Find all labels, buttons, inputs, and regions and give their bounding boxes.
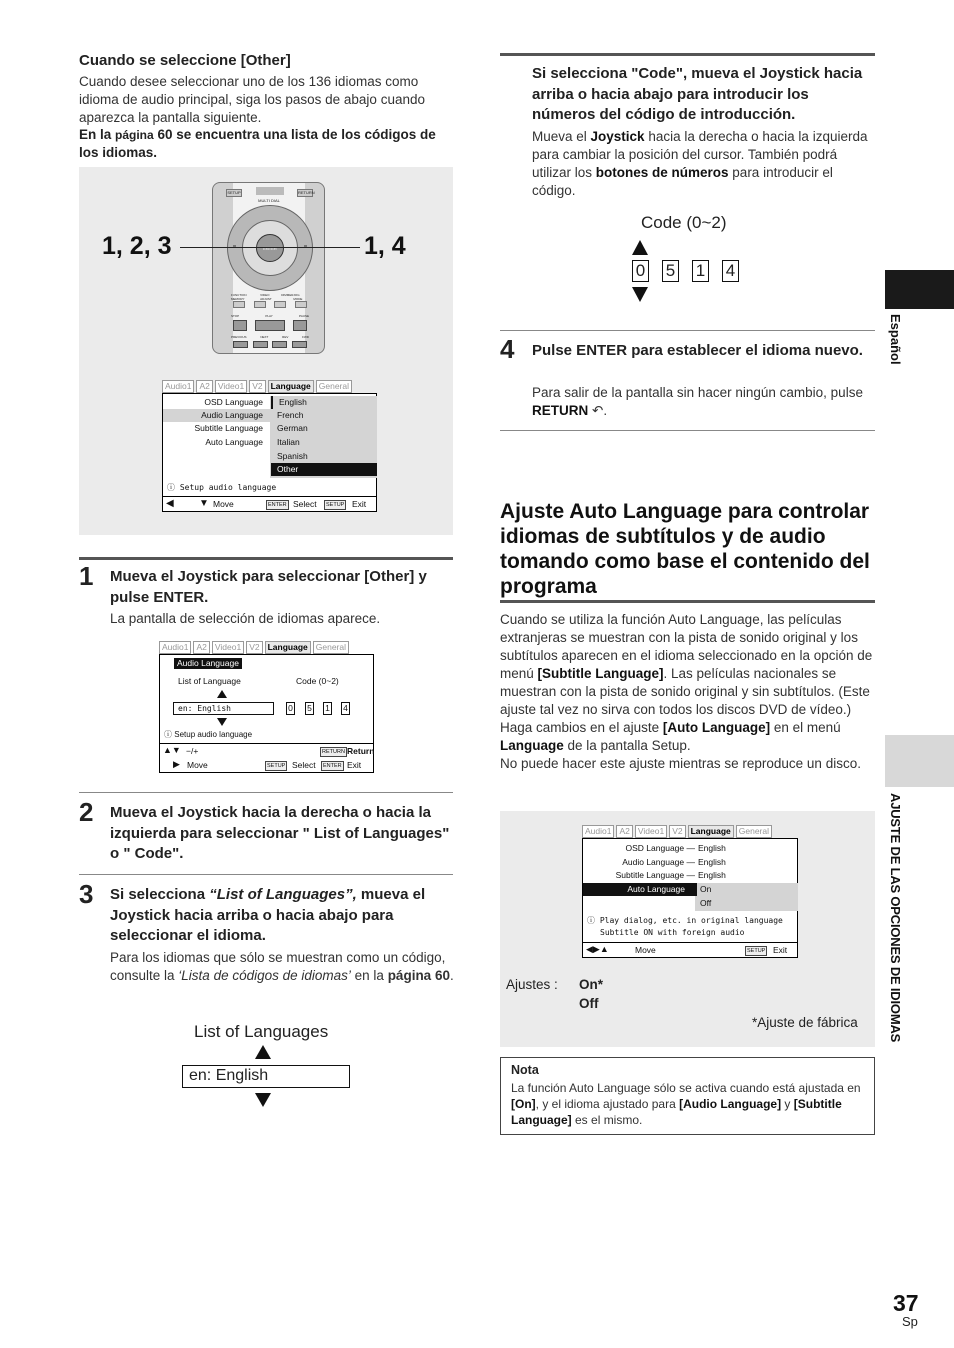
step-3-body: Para los idiomas que sólo se muestran como un código, consulte la ‘Lista de códigos de idiomas’ en la página 60.: [110, 950, 454, 983]
ajustes-label: Ajustes :: [506, 977, 558, 992]
osd-language-label: OSD Language —: [625, 843, 695, 853]
dimmer-button[interactable]: [274, 301, 286, 308]
up-arrow-icon: [217, 690, 227, 700]
other-body: Cuando desee seleccionar uno de los 136 idiomas como idioma de audio principal, siga los pasos de abajo cuando aparezca la pantalla siguiente.: [79, 74, 425, 125]
remote-transport-labels: STOP PLAY PAUSE: [231, 314, 309, 318]
up-arrow-icon: [632, 240, 648, 255]
jog-mode-button[interactable]: [295, 301, 307, 308]
pause-button[interactable]: [293, 320, 307, 331]
divider: [79, 557, 453, 560]
setup-panel: [162, 393, 377, 512]
option-off[interactable]: Off: [700, 898, 712, 908]
step-3-title: Si selecciona “List of Languages”, mueva el Joystick hacia arriba o hacia abajo para seleccionar el idioma.: [110, 886, 426, 944]
code-digit[interactable]: 0: [632, 260, 649, 282]
remote-return-button[interactable]: RETURN: [298, 190, 315, 195]
callout-line-right: [270, 247, 360, 248]
remote-enter-button[interactable]: ENTER: [256, 234, 284, 262]
audio-language-screen: [159, 641, 374, 773]
step-4-title: Pulse ENTER para establecer el idioma nuevo.: [532, 342, 863, 359]
sidebar-section-title: AJUSTE DE LAS OPCIONES DE IDIOMAS: [888, 793, 903, 1043]
info-text: ⓘ Setup audio language: [164, 730, 253, 739]
option-on[interactable]: On: [695, 883, 711, 896]
setup-key: SETUP: [326, 502, 345, 508]
sidebar-tab-black: [885, 270, 954, 309]
step-1-title: Mueva el Joystick para seleccionar [Other] y pulse ENTER.: [110, 568, 427, 606]
return-label: Return: [347, 746, 375, 756]
up-arrow-icon: [255, 1045, 271, 1059]
exit-label: Exit: [352, 499, 367, 509]
tab-a2[interactable]: A2: [616, 825, 632, 838]
auto-language-label[interactable]: Auto Language: [583, 883, 695, 896]
setup-tabs: [159, 641, 349, 654]
adjust-label: −/+: [186, 746, 199, 756]
sidebar-espanol: Español: [888, 314, 903, 365]
tab-v2[interactable]: V2: [669, 825, 685, 838]
code-digit[interactable]: 4: [341, 702, 350, 715]
option-german[interactable]: German: [277, 423, 308, 433]
osd-language-label: OSD Language: [204, 397, 263, 407]
nota-body: La función Auto Language sólo se activa cuando está ajustada en [On], y el idioma ajustado para [Audio Language] y [Subtitle Language] es el mismo.: [511, 1081, 861, 1127]
remote-skip-buttons: [233, 341, 307, 349]
down-arrow-icon: [255, 1093, 271, 1107]
enter-key: ENTER: [323, 763, 342, 769]
tab-language[interactable]: Language: [268, 380, 314, 393]
setup-footer: [163, 496, 376, 511]
audio-language-label: Audio Language —: [622, 857, 695, 867]
tab-video1[interactable]: Video1: [215, 380, 247, 393]
option-english[interactable]: English: [271, 396, 376, 409]
setup-key: SETUP: [747, 948, 766, 954]
step-2-number: 2: [79, 797, 94, 827]
tab-language[interactable]: Language: [265, 641, 311, 654]
move-label: Move: [187, 760, 208, 770]
osd-language-value: English: [698, 843, 726, 853]
setup-tabs: [162, 380, 352, 393]
fwd-button[interactable]: [292, 341, 307, 348]
tab-audio1[interactable]: Audio1: [582, 825, 614, 838]
remote-label-row: FUNCTION MEMORY VIDEO ADJUST DIMMER JOG MODE: [231, 293, 303, 301]
nota-box: [500, 1057, 875, 1135]
down-arrow-icon: [217, 718, 227, 728]
other-heading: Cuando se seleccione [Other]: [79, 52, 291, 69]
step-1-number: 1: [79, 561, 94, 591]
previous-button[interactable]: [233, 341, 248, 348]
tab-audio1[interactable]: Audio1: [159, 641, 191, 654]
auto-language-body: Cuando se utiliza la función Auto Language, las películas extranjeras se muestran con la pista de sonido original y los subtítulos aparecen en el idioma seleccionado en la opción de menú [Subtitle Language]. Las películas nacionales se muestran con la pista de sonido original y sin subtítulos. (Este ajuste tal vez no sirva con todos los discos DVD de vídeo.) Haga cambios en el ajuste [Auto Language] en el menú Language de la pantalla Setup. No puede hacer este ajuste mientras se reproduce un disco.: [500, 612, 873, 771]
callout-steps-14: 1, 4: [364, 232, 406, 260]
info-icon: ⓘ: [167, 483, 180, 492]
code-digit[interactable]: 1: [323, 702, 332, 715]
nota-title: Nota: [511, 1063, 539, 1077]
page-number: 37: [893, 1290, 919, 1316]
tab-language[interactable]: Language: [688, 825, 734, 838]
up-down-icon: ▲▼: [163, 745, 181, 755]
move-label: Move: [213, 499, 234, 509]
audio-language-value: English: [698, 857, 726, 867]
option-spanish[interactable]: Spanish: [277, 451, 308, 461]
factory-note: *Ajuste de fábrica: [752, 1015, 858, 1030]
step-2-title: Mueva el Joystick hacia la derecha o hacia la izquierda para seleccionar " List of Languages" o " Code".: [110, 804, 450, 862]
auto-language-panel: [582, 838, 798, 958]
audio-language-label[interactable]: Audio Language: [163, 409, 270, 422]
auto-language-label: Auto Language: [205, 437, 263, 447]
step-4-body: Para salir de la pantalla sin hacer ningún cambio, pulse RETURN ↶.: [532, 385, 863, 418]
callout-steps-123: 1, 2, 3: [102, 232, 172, 260]
next-button[interactable]: [253, 341, 268, 348]
code-digit[interactable]: 1: [692, 260, 709, 282]
info-icon: ⓘ: [587, 916, 600, 925]
subtitle-language-label: Subtitle Language: [194, 423, 263, 433]
enter-key: ENTER: [268, 502, 287, 508]
code-digit[interactable]: 0: [286, 702, 295, 715]
arrow-keys-icon: ◀▶▲: [586, 944, 609, 954]
auto-language-screen: [582, 825, 798, 958]
panel-title: Audio Language: [174, 658, 242, 669]
code-digit[interactable]: 5: [662, 260, 679, 282]
tab-v2[interactable]: V2: [246, 641, 262, 654]
code-box-title: Code (0~2): [641, 213, 727, 232]
ajustes-off: Off: [579, 996, 599, 1011]
remote-skip-labels: PREVIOUS NEXT REV FWD: [231, 335, 309, 339]
subtitle-language-label: Subtitle Language —: [615, 870, 695, 880]
function-memory-button[interactable]: [233, 301, 245, 308]
tab-general[interactable]: General: [736, 825, 772, 838]
tab-a2[interactable]: A2: [196, 380, 212, 393]
left-arrow-icon: ◀: [166, 498, 174, 509]
option-other[interactable]: Other: [271, 463, 377, 476]
option-italian[interactable]: Italian: [277, 437, 300, 447]
tab-v2[interactable]: V2: [249, 380, 265, 393]
option-french[interactable]: French: [277, 410, 304, 420]
language-field[interactable]: en: English: [173, 702, 274, 715]
exit-label: Exit: [773, 945, 788, 955]
video-adjust-button[interactable]: [254, 301, 266, 308]
code-digit[interactable]: 5: [305, 702, 314, 715]
step-4-number: 4: [500, 334, 515, 364]
move-label: Move: [635, 945, 656, 955]
tab-general[interactable]: General: [316, 380, 352, 393]
remote-illustration: [212, 182, 325, 354]
tab-video1[interactable]: Video1: [635, 825, 667, 838]
setup-key: SETUP: [267, 763, 286, 769]
other-code-note: En la página 60 se encuentra una lista de los códigos de los idiomas.: [79, 127, 436, 160]
code-step-title: Si selecciona "Code", mueva el Joystick hacia arriba o hacia abajo para introducir los números del código de introducción.: [532, 65, 863, 123]
code-step-body: Mueva el Joystick hacia la derecha o hacia la izquierda para cambiar la posición del cursor. También podrá utilizar los botones de números para introducir el código.: [532, 129, 868, 198]
setup-tabs: [582, 825, 772, 838]
subtitle-language-value: English: [698, 870, 726, 880]
remote-top-bar: [256, 187, 284, 195]
divider: [500, 53, 875, 56]
info-text: ⓘ Play dialog, etc. in original language Subtitle ON with foreign audio: [587, 916, 783, 937]
language-select-field[interactable]: en: English: [182, 1065, 350, 1088]
auto-language-heading: Ajuste Auto Language para controlar idiomas de subtítulos y de audio tomando como base el contenido del programa: [500, 500, 870, 598]
code-label: Code (0~2): [296, 676, 339, 686]
tab-audio1[interactable]: Audio1: [162, 380, 194, 393]
language-code: Sp: [902, 1314, 918, 1329]
setup-screen-language: [162, 380, 377, 512]
list-of-language-label: List of Language: [178, 676, 241, 686]
setup-footer: [583, 942, 797, 957]
info-text: ⓘ Setup audio language: [167, 483, 277, 492]
select-label: Select: [293, 499, 317, 509]
audio-language-panel: [159, 654, 374, 773]
tab-a2[interactable]: A2: [193, 641, 209, 654]
down-arrow-icon: ▼: [199, 498, 209, 509]
play-button[interactable]: [255, 320, 285, 331]
sidebar-tab-gray: [885, 735, 954, 787]
divider: [500, 600, 875, 603]
exit-label: Exit: [347, 760, 362, 770]
divider: [79, 874, 453, 875]
remote-small-buttons: [233, 301, 307, 309]
remote-multi-dial-label: MULTI DIAL: [258, 198, 280, 203]
footer-divider: [160, 743, 373, 744]
select-label: Select: [292, 760, 316, 770]
return-key: RETURN: [322, 749, 345, 755]
step-3-number: 3: [79, 879, 94, 909]
callout-line-left: [180, 247, 270, 248]
ajustes-on: On*: [579, 977, 604, 992]
down-arrow-icon: [632, 287, 648, 302]
divider: [79, 792, 453, 793]
rev-button[interactable]: [272, 341, 287, 348]
right-arrow-icon: ▶: [173, 759, 180, 769]
return-icon: ↶: [588, 403, 604, 418]
code-digit[interactable]: 4: [722, 260, 739, 282]
info-icon: ⓘ: [164, 730, 175, 739]
remote-setup-button[interactable]: SETUP: [227, 190, 241, 195]
list-of-languages-title: List of Languages: [194, 1022, 329, 1041]
tab-video1[interactable]: Video1: [212, 641, 244, 654]
step-1-body: La pantalla de selección de idiomas aparece.: [110, 611, 381, 626]
divider: [500, 430, 875, 431]
stop-button[interactable]: [233, 320, 247, 331]
tab-general[interactable]: General: [313, 641, 349, 654]
divider: [500, 330, 875, 331]
